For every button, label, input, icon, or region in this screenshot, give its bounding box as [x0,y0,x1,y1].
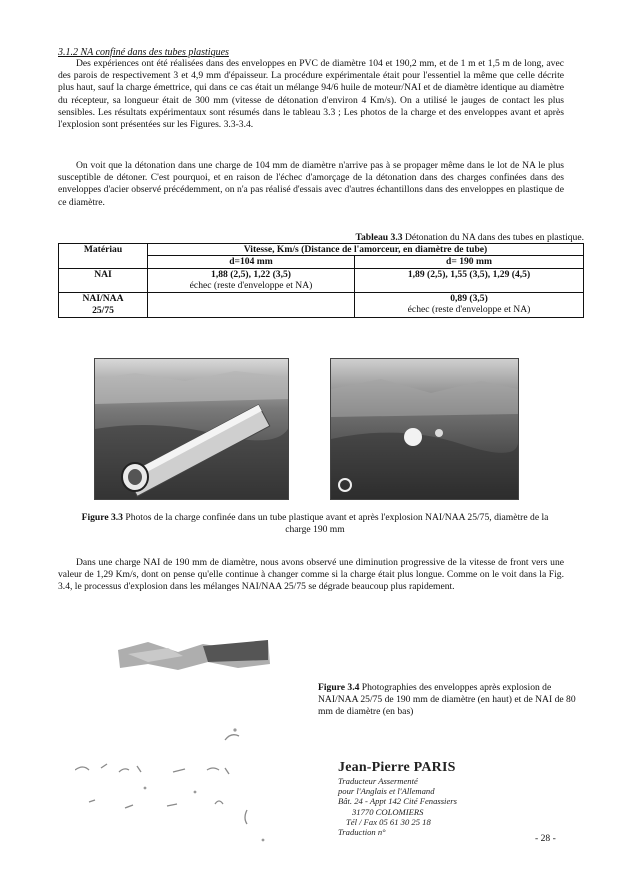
translator-stamp [338,760,528,837]
cell-190 [355,292,584,317]
photo-envelope-fragments-top [108,634,273,676]
figure-3-3-label: Figure 3.3 [81,512,123,523]
stamp-line: 31770 COLOMIERS [352,806,424,817]
page-number: - 28 - [535,833,556,844]
table-row [59,292,584,317]
table-caption-text: Détonation du NA dans des tubes en plastique. [402,232,584,243]
row-material: NAI [59,268,148,292]
stamp-name: Jean-Pierre PARIS [338,760,456,775]
figure-3-4-label: Figure 3.4 [318,682,360,693]
col-speed-header: Vitesse, Km/s (Distance de l'amorceur, en diamètre de tube) [148,244,584,256]
results-table [58,243,584,318]
sub-header-104: d=104 mm [148,256,355,268]
table-caption-label: Tableau 3.3 [355,232,403,243]
cell-190 [355,268,584,292]
stamp-line: Traducteur Assermenté [338,776,418,786]
photo-charge-after [330,358,519,500]
cell-190-values: 1,89 (2,5), 1,55 (3,5), 1,29 (4,5) [407,268,531,280]
cell-104 [148,292,355,317]
stamp-line: Traduction n° [338,827,386,838]
paragraph-observation: On voit que la détonation dans une charge de 104 mm de diamètre n'arrive pas à se propager même dans le lot de NA le plus susceptible de détoner. C'est pourquoi, et en raison de l'échec d'amorçage de la détonation dans des charges confinées dans des enveloppes d'acier observé précédemment, on n'a pas réalisé d'essais avec d'autres échantillons dans des enveloppes en plastique de ce diamètre. [58,160,564,208]
stamp-line: Bât. 24 - Appt 142 Cité Fenassiers [338,796,457,807]
row-material-label: NAI/NAA 25/75 [82,292,124,316]
photo-envelope-fragments-bottom [75,700,290,850]
table-row [59,268,584,292]
stamp-line: Tél / Fax 05 61 30 25 18 [346,816,431,827]
figure-3-3-caption [80,512,550,536]
section-title: 3.1.2 NA confiné dans des tubes plastiques [58,47,229,58]
stamp-line: pour l'Anglais et l'Allemand [338,786,435,797]
figure-3-4-caption [318,682,580,719]
cell-190-values: 0,89 (3,5) [450,292,488,304]
row-material [59,292,148,317]
col-material-header: Matériau [59,244,148,269]
figure-3-3-text: Photos de la charge confinée dans un tube plastique avant et après l'explosion NAI/NAA 25/75, diamètre de la charge 190 mm [122,512,549,536]
cell-190-note: échec (reste d'enveloppe et NA) [407,304,531,316]
sub-header-190: d= 190 mm [355,256,584,268]
cell-104 [148,268,355,292]
cell-104-note: échec (reste d'enveloppe et NA) [189,280,313,292]
paragraph-conclusion: Dans une charge NAI de 190 mm de diamètre, nous avons observé une diminution progressive de la vitesse de front vers une valeur de 1,29 Km/s, dont on pense qu'elle continue à changer comme si la charge était plus longue. Comme on le voit dans la Fig. 3.4, le processus d'explosion dans les mélanges NAI/NAA 25/75 se dégrade beaucoup plus rapidement. [58,557,564,593]
figure-3-4-text: Photographies des enveloppes après explosion de NAI/NAA 25/75 de 190 mm de diamètre (en haut) et de NAI de 80 mm de diamètre (en bas) [318,682,576,718]
cell-104-values: 1,88 (2,5), 1,22 (3,5) [211,268,291,280]
photo-charge-before [94,358,289,500]
paragraph-experiments: Des expériences ont été réalisées dans des enveloppes en PVC de diamètre 104 et 190,2 mm, et de 1 m et 1,5 m de long, avec des parois de respectivement 3 et 4,9 mm d'épaisseur. La procédure expérimentale était pour l'essentiel la même que celle décrite plus haut, sauf la charge émettrice, qui dans ce cas était un mélange 94/6 huile de moteur/NAI et de diamètre identique au diamètre du récepteur, sa longueur était de 300 mm (vitesse de détonation d'environ 4 Km/s). On a utilisé le jauges de contact les plus sensibles. Les résultats expérimentaux sont résumés dans le tableau 3.3 ; Les photos de la charge et des enveloppes avant et après l'explosion sont présentées sur les Figures. 3.3-3.4. [58,58,564,131]
table-caption [258,232,584,243]
